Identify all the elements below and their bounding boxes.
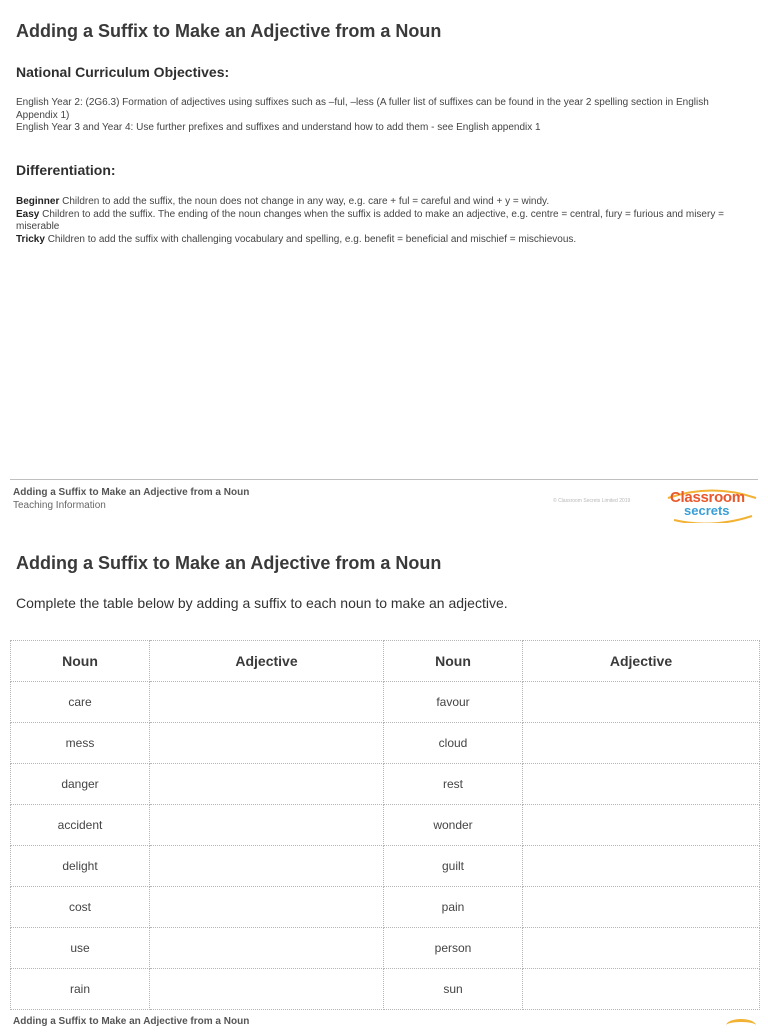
adjective-answer-cell[interactable] bbox=[150, 887, 384, 928]
noun-cell: care bbox=[11, 682, 150, 723]
adjective-answer-cell[interactable] bbox=[523, 805, 760, 846]
differentiation-item bbox=[16, 196, 736, 209]
logo-swoosh-icon bbox=[726, 1019, 756, 1032]
worksheet-title: Adding a Suffix to Make an Adjective from a Noun bbox=[16, 553, 442, 573]
level-text: Children to add the suffix. The ending of the noun changes when the suffix is added to make an adjective, e.g. centre = central, fury = furious and misery = miserable bbox=[16, 208, 724, 232]
noun-cell: rain bbox=[11, 969, 150, 1010]
noun-cell: danger bbox=[11, 764, 150, 805]
table-row bbox=[11, 928, 760, 969]
noun-cell: person bbox=[384, 928, 523, 969]
logo-word-secrets: secrets bbox=[684, 503, 730, 518]
table-row bbox=[11, 887, 760, 928]
adjective-answer-cell[interactable] bbox=[523, 928, 760, 969]
column-header-noun: Noun bbox=[384, 641, 523, 682]
level-label: Tricky bbox=[16, 233, 45, 245]
level-text: Children to add the suffix, the noun does not change in any way, e.g. care + ful = careful and wind + y = windy. bbox=[59, 196, 550, 207]
footer-title: Adding a Suffix to Make an Adjective from a Noun bbox=[13, 487, 250, 498]
table-row bbox=[11, 805, 760, 846]
noun-cell: pain bbox=[384, 887, 523, 928]
logo-word-classroom: Classroom bbox=[670, 489, 745, 506]
noun-cell: sun bbox=[384, 969, 523, 1010]
noun-cell: delight bbox=[11, 846, 150, 887]
adjective-answer-cell[interactable] bbox=[523, 682, 760, 723]
copyright-notice: © Classroom Secrets Limited 2019 bbox=[553, 498, 631, 504]
level-label: Easy bbox=[16, 208, 40, 220]
adjective-answer-cell[interactable] bbox=[150, 764, 384, 805]
page-title: Adding a Suffix to Make an Adjective from a Noun bbox=[16, 21, 442, 41]
differentiation-item bbox=[16, 234, 736, 247]
footer-divider bbox=[10, 479, 758, 480]
noun-cell: guilt bbox=[384, 846, 523, 887]
table-row bbox=[11, 723, 760, 764]
adjective-answer-cell[interactable] bbox=[523, 887, 760, 928]
adjective-answer-cell[interactable] bbox=[150, 682, 384, 723]
classroom-secrets-logo bbox=[666, 489, 758, 523]
noun-cell: accident bbox=[11, 805, 150, 846]
suffix-table bbox=[10, 640, 760, 1010]
table-row bbox=[11, 682, 760, 723]
table-row bbox=[11, 969, 760, 1010]
next-page-footer-title: Adding a Suffix to Make an Adjective from a Noun bbox=[13, 1016, 250, 1027]
noun-cell: cloud bbox=[384, 723, 523, 764]
noun-cell: mess bbox=[11, 723, 150, 764]
adjective-answer-cell[interactable] bbox=[523, 764, 760, 805]
footer-subtitle: Teaching Information bbox=[13, 500, 106, 511]
noun-cell: wonder bbox=[384, 805, 523, 846]
differentiation-item bbox=[16, 209, 736, 234]
noun-cell: cost bbox=[11, 887, 150, 928]
objective-item: English Year 3 and Year 4: Use further prefixes and suffixes and understand how to add them - see English appendix 1 bbox=[16, 122, 541, 133]
differentiation-list bbox=[16, 196, 736, 246]
adjective-answer-cell[interactable] bbox=[523, 723, 760, 764]
teaching-info-page bbox=[0, 0, 768, 480]
adjective-answer-cell[interactable] bbox=[523, 846, 760, 887]
adjective-answer-cell[interactable] bbox=[523, 969, 760, 1010]
differentiation-heading: Differentiation: bbox=[16, 162, 116, 178]
level-text: Children to add the suffix with challenging vocabulary and spelling, e.g. benefit = beneficial and mischief = mischievous. bbox=[44, 233, 577, 245]
adjective-answer-cell[interactable] bbox=[150, 723, 384, 764]
adjective-answer-cell[interactable] bbox=[150, 846, 384, 887]
level-label: Beginner bbox=[16, 196, 60, 207]
column-header-noun: Noun bbox=[11, 641, 150, 682]
objective-item: English Year 2: (2G6.3) Formation of adjectives using suffixes such as –ful, –less (A fuller list of suffixes can be found in the year 2 spelling section in English Appendix 1) bbox=[16, 97, 709, 121]
noun-cell: rest bbox=[384, 764, 523, 805]
noun-cell: favour bbox=[384, 682, 523, 723]
objectives-heading: National Curriculum Objectives: bbox=[16, 64, 230, 80]
noun-cell: use bbox=[11, 928, 150, 969]
column-header-adjective: Adjective bbox=[150, 641, 384, 682]
adjective-answer-cell[interactable] bbox=[150, 969, 384, 1010]
adjective-answer-cell[interactable] bbox=[150, 805, 384, 846]
worksheet-instruction: Complete the table below by adding a suffix to each noun to make an adjective. bbox=[16, 595, 508, 611]
table-row bbox=[11, 846, 760, 887]
column-header-adjective: Adjective bbox=[523, 641, 760, 682]
adjective-answer-cell[interactable] bbox=[150, 928, 384, 969]
table-row bbox=[11, 764, 760, 805]
objectives-list bbox=[16, 97, 736, 135]
table-header-row bbox=[11, 641, 760, 682]
